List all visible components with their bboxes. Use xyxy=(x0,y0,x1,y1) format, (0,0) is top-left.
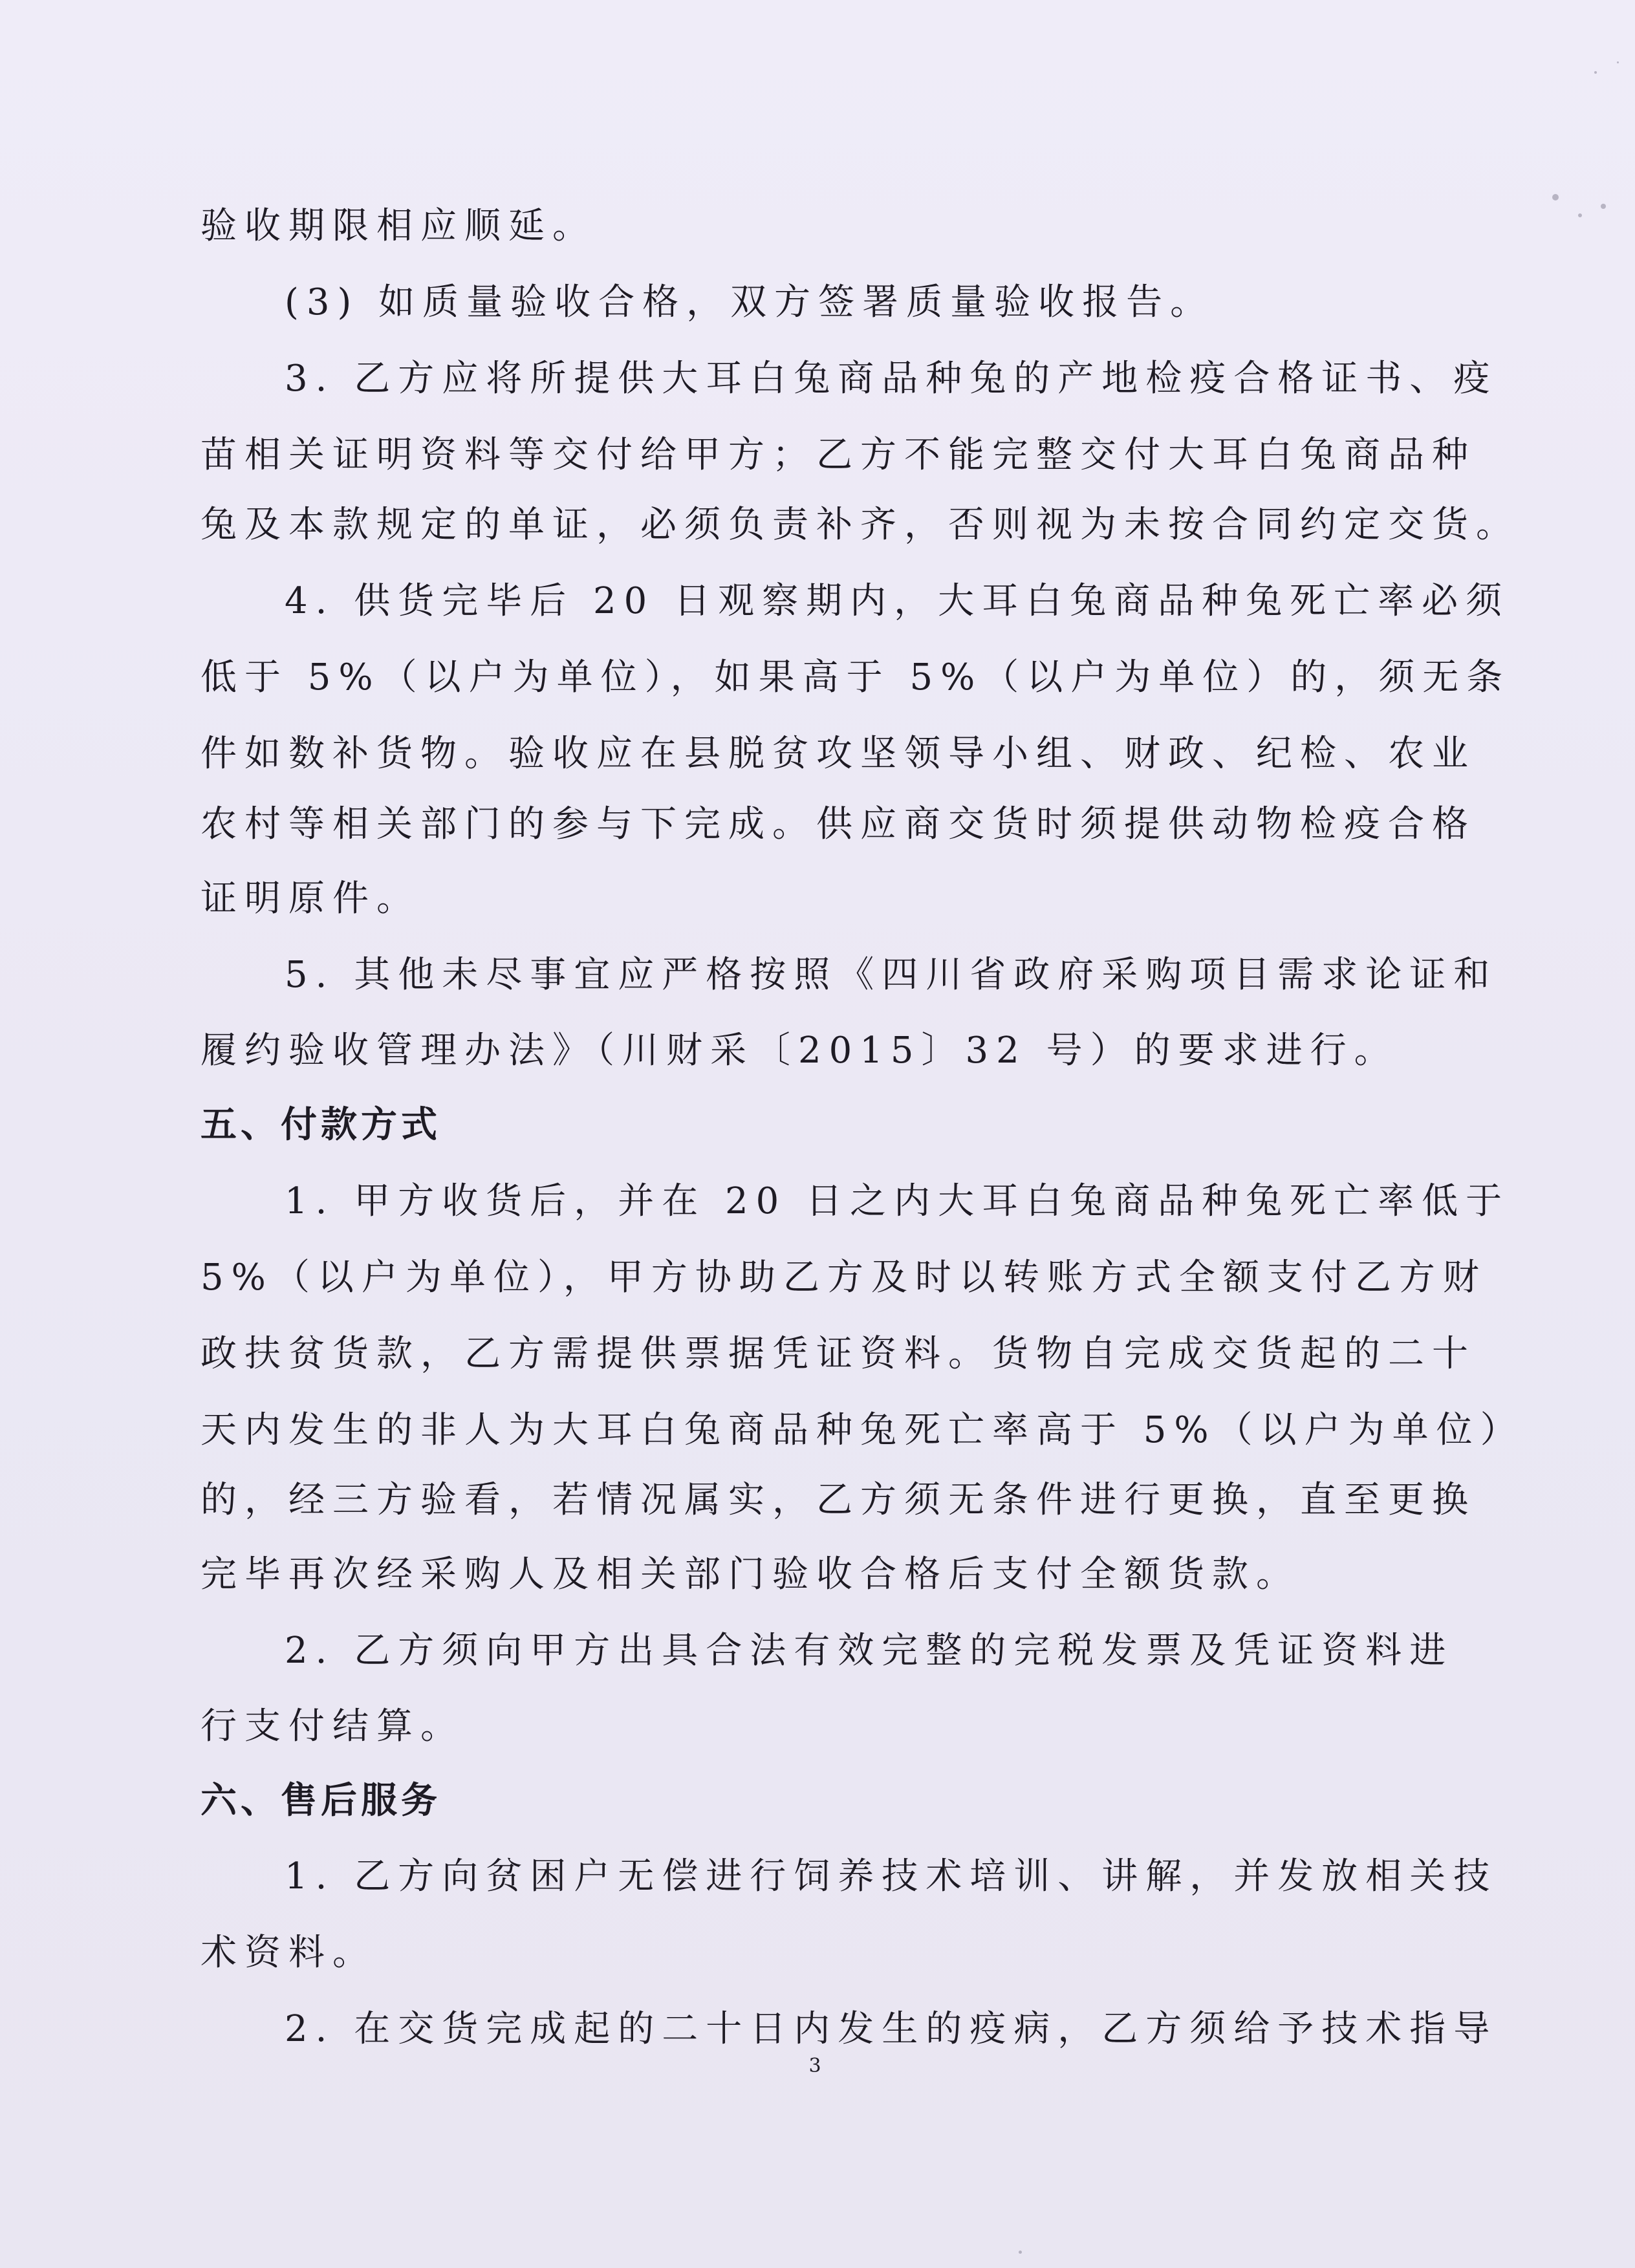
text-line: 2. 在交货完成起的二十日内发生的疫病，乙方须给予技术指导 xyxy=(285,2008,1498,2050)
text-line: 件如数补货物。验收应在县脱贫攻坚领导小组、财政、纪检、农业 xyxy=(200,733,1476,775)
text-line: 兔及本款规定的单证，必须负责补齐，否则视为未按合同约定交货。 xyxy=(200,504,1520,546)
text-line: 履约验收管理办法》（川财采〔2015〕32 号）的要求进行。 xyxy=(200,1030,1398,1072)
scan-speck xyxy=(1552,194,1559,200)
text-line: 低于 5%（以户为单位），如果高于 5%（以户为单位）的，须无条 xyxy=(200,656,1511,698)
scan-speck xyxy=(1019,2251,1022,2254)
text-line: 2. 乙方须向甲方出具合法有效完整的完税发票及凭证资料进 xyxy=(285,1630,1454,1672)
text-line: 5%（以户为单位），甲方协助乙方及时以转账方式全额支付乙方财 xyxy=(200,1257,1487,1299)
page-number: 3 xyxy=(808,2055,821,2077)
text-line: 1. 甲方收货后，并在 20 日之内大耳白兔商品种兔死亡率低于 xyxy=(285,1180,1510,1222)
text-line: 3. 乙方应将所提供大耳白兔商品种兔的产地检疫合格证书、疫 xyxy=(285,358,1498,400)
text-line: 术资料。 xyxy=(200,1932,376,1974)
scan-speck xyxy=(1594,71,1597,74)
text-line: (3) 如质量验收合格，双方签署质量验收报告。 xyxy=(285,281,1215,323)
text-line: 苗相关证明资料等交付给甲方；乙方不能完整交付大耳白兔商品种 xyxy=(200,434,1476,476)
text-line: 的，经三方验看，若情况属实，乙方须无条件进行更换，直至更换 xyxy=(200,1479,1476,1521)
text-line: 验收期限相应顺延。 xyxy=(200,205,596,247)
text-line: 天内发生的非人为大耳白兔商品种兔死亡率高于 5%（以户为单位） xyxy=(200,1409,1524,1451)
text-line: 1. 乙方向贫困户无偿进行饲养技术培训、讲解，并发放相关技 xyxy=(285,1855,1498,1897)
text-line: 行支付结算。 xyxy=(200,1705,464,1747)
scan-speck xyxy=(1601,204,1606,209)
text-line: 证明原件。 xyxy=(200,878,420,920)
text-line: 完毕再次经采购人及相关部门验收合格后支付全额货款。 xyxy=(200,1553,1300,1595)
text-line: 5. 其他未尽事宜应严格按照《四川省政府采购项目需求论证和 xyxy=(285,954,1498,996)
scan-speck xyxy=(1617,61,1619,63)
text-line: 4. 供货完毕后 20 日观察期内，大耳白兔商品种兔死亡率必须 xyxy=(285,580,1510,622)
text-line: 政扶贫货款，乙方需提供票据凭证资料。货物自完成交货起的二十 xyxy=(200,1333,1476,1375)
section-heading-payment: 五、付款方式 xyxy=(200,1104,441,1146)
text-line: 农村等相关部门的参与下完成。供应商交货时须提供动物检疫合格 xyxy=(200,803,1476,845)
scan-speck xyxy=(1578,213,1582,217)
section-heading-after-sales: 六、售后服务 xyxy=(200,1780,441,1822)
